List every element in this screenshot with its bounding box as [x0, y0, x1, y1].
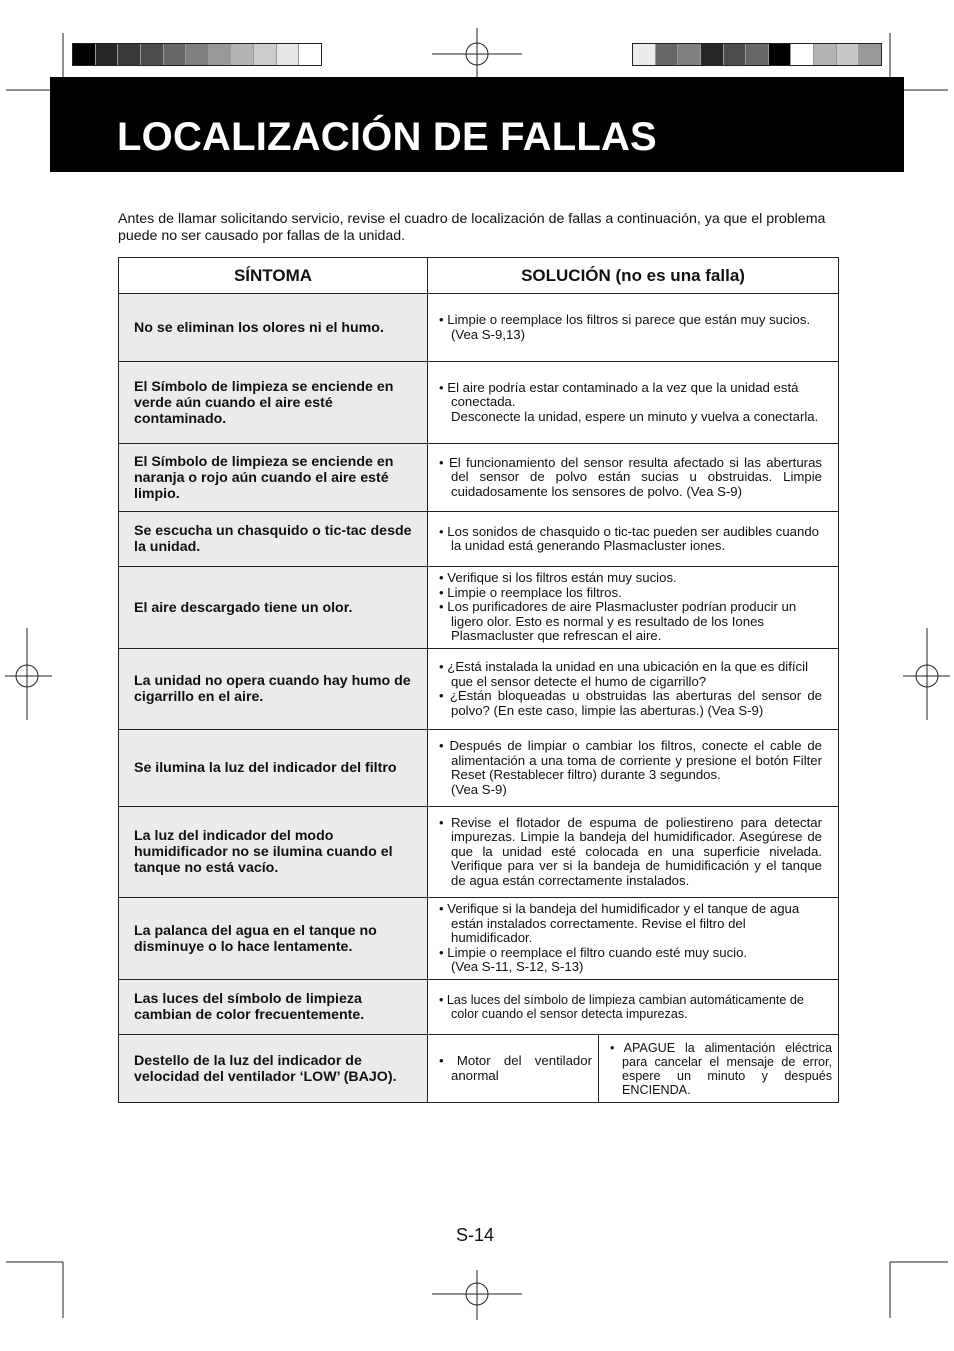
page-number: S-14	[456, 1225, 495, 1245]
solution-item: • APAGUE la alimentación eléctrica para cancelar el mensaje de error, espere un minuto y después ENCIENDA.	[610, 1040, 833, 1097]
solution-item: • El funcionamiento del sensor resulta afectado si las aberturas del sensor de polvo están sucias u obstruidas. Limpie cuidadosamente los sensores de polvo. (Vea S-9)	[439, 454, 823, 499]
swatch	[277, 44, 300, 65]
solution-item: • Limpie o reemplace los filtros.	[439, 584, 622, 600]
swatch	[746, 44, 769, 65]
swatch	[231, 44, 254, 65]
symptom-cell: Se ilumina la luz del indicador del filtro	[119, 730, 428, 807]
solution-cell	[428, 567, 839, 649]
column-header-symptom: SÍNTOMA	[119, 258, 428, 294]
table-row	[119, 649, 839, 730]
solution-cell	[428, 980, 839, 1035]
table-row	[119, 362, 839, 444]
solution-item: • Limpie o reemplace los filtros si parece que están muy sucios. (Vea S-9,13)	[439, 312, 811, 342]
table-row	[119, 512, 839, 567]
solution-cell	[428, 444, 839, 512]
table-row	[119, 444, 839, 512]
table-row	[119, 807, 839, 898]
solution-cell	[428, 512, 839, 567]
symptom-cell: La unidad no opera cuando hay humo de cigarrillo en el aire.	[119, 649, 428, 730]
solution-cell	[599, 1035, 839, 1103]
intro-paragraph: Antes de llamar solicitando servicio, revise el cuadro de localización de fallas a continuación, ya que el problema puede no ser causado por fallas de la unidad.	[118, 211, 826, 244]
solution-item: • Revise el flotador de espuma de poliestireno para detectar impurezas. Limpie la bandeja del humidificador. Asegúrese de que la unidad esté colocada en una superficie nivelada. Verifique para ver si la bandeja de humidificación y el tanque de agua están correctamente instalados.	[439, 814, 823, 888]
solution-item: • ¿Están bloqueadas u obstruidas las aberturas del sensor de polvo? (En este caso, limpie las aberturas.) (Vea S-9)	[439, 688, 823, 718]
swatch	[299, 44, 321, 65]
solution-item: • Los purificadores de aire Plasmacluster podrían producir un ligero olor. Esto es normal y es resultado de los Iones Plasmacluster que refrescan el aire.	[439, 599, 797, 644]
column-header-solution: SOLUCIÓN (no es una falla)	[428, 258, 839, 294]
swatch	[73, 44, 96, 65]
symptom-cell: Destello de la luz del indicador de velocidad del ventilador ‘LOW’ (BAJO).	[119, 1035, 428, 1103]
swatch	[791, 44, 814, 65]
swatch	[254, 44, 277, 65]
solution-cell	[428, 730, 839, 807]
troubleshooting-table	[118, 257, 839, 1103]
symptom-cell: Las luces del símbolo de limpieza cambian de color frecuentemente.	[119, 980, 428, 1035]
table-row	[119, 1035, 839, 1103]
title-banner	[50, 77, 904, 172]
swatch	[701, 44, 724, 65]
cause-cell	[428, 1035, 599, 1103]
solution-item: • Las luces del símbolo de limpieza cambian automáticamente de color cuando el sensor detecta impurezas.	[439, 992, 804, 1021]
table-header-row	[119, 258, 839, 294]
swatch	[186, 44, 209, 65]
table-row	[119, 294, 839, 362]
table-row	[119, 898, 839, 980]
swatch	[769, 44, 792, 65]
solution-cell	[428, 807, 839, 898]
swatch	[678, 44, 701, 65]
solution-item: • ¿Está instalada la unidad en una ubicación en la que es difícil que el sensor detecte el humo de cigarrillo?	[439, 659, 808, 689]
swatch	[837, 44, 860, 65]
swatch	[656, 44, 679, 65]
table-row	[119, 730, 839, 807]
cause-item: • Motor del ventilador anormal	[439, 1053, 592, 1083]
swatch	[724, 44, 747, 65]
solution-item: • Verifique si la bandeja del humidificador y el tanque de agua están instalados correctamente. Revise el filtro del humidificador.	[439, 901, 800, 946]
swatch	[814, 44, 837, 65]
swatch	[141, 44, 164, 65]
color-bar-right	[632, 43, 882, 66]
solution-item: • El aire podría estar contaminado a la vez que la unidad está conectada. Desconecte la unidad, espere un minuto y vuelva a conectarla.	[439, 379, 819, 424]
symptom-cell: La palanca del agua en el tanque no disminuye o lo hace lentamente.	[119, 898, 428, 980]
swatch	[859, 44, 881, 65]
solution-cell	[428, 649, 839, 730]
symptom-cell: La luz del indicador del modo humidificador no se ilumina cuando el tanque no está vacío.	[119, 807, 428, 898]
symptom-cell: El aire descargado tiene un olor.	[119, 567, 428, 649]
swatch	[164, 44, 187, 65]
table-row	[119, 567, 839, 649]
symptom-cell: Se escucha un chasquido o tic-tac desde la unidad.	[119, 512, 428, 567]
solution-item: • Los sonidos de chasquido o tic-tac pueden ser audibles cuando la unidad está generando Plasmacluster iones.	[439, 523, 820, 553]
symptom-cell: El Símbolo de limpieza se enciende en verde aún cuando el aire esté contaminado.	[119, 362, 428, 444]
solution-item: • Limpie o reemplace el filtro cuando esté muy sucio. (Vea S-11, S-12, S-13)	[439, 944, 748, 975]
swatch	[118, 44, 141, 65]
swatch	[633, 44, 656, 65]
solution-item: • Después de limpiar o cambiar los filtros, conecte el cable de alimentación a una toma de corriente y presione el botón Filter Reset (Restablecer filtro) durante 3 segundos. (Vea S-9)	[439, 738, 823, 797]
swatch	[96, 44, 119, 65]
solution-cell	[428, 294, 839, 362]
table-row	[119, 980, 839, 1035]
swatch	[209, 44, 232, 65]
page-title: LOCALIZACIÓN DE FALLAS	[117, 115, 657, 159]
solution-cell	[428, 362, 839, 444]
solution-cell	[428, 898, 839, 980]
solution-item: • Verifique si los filtros están muy sucios.	[439, 570, 677, 586]
symptom-cell: El Símbolo de limpieza se enciende en naranja o rojo aún cuando el aire esté limpio.	[119, 444, 428, 512]
color-bar-left	[72, 43, 322, 66]
symptom-cell: No se eliminan los olores ni el humo.	[119, 294, 428, 362]
